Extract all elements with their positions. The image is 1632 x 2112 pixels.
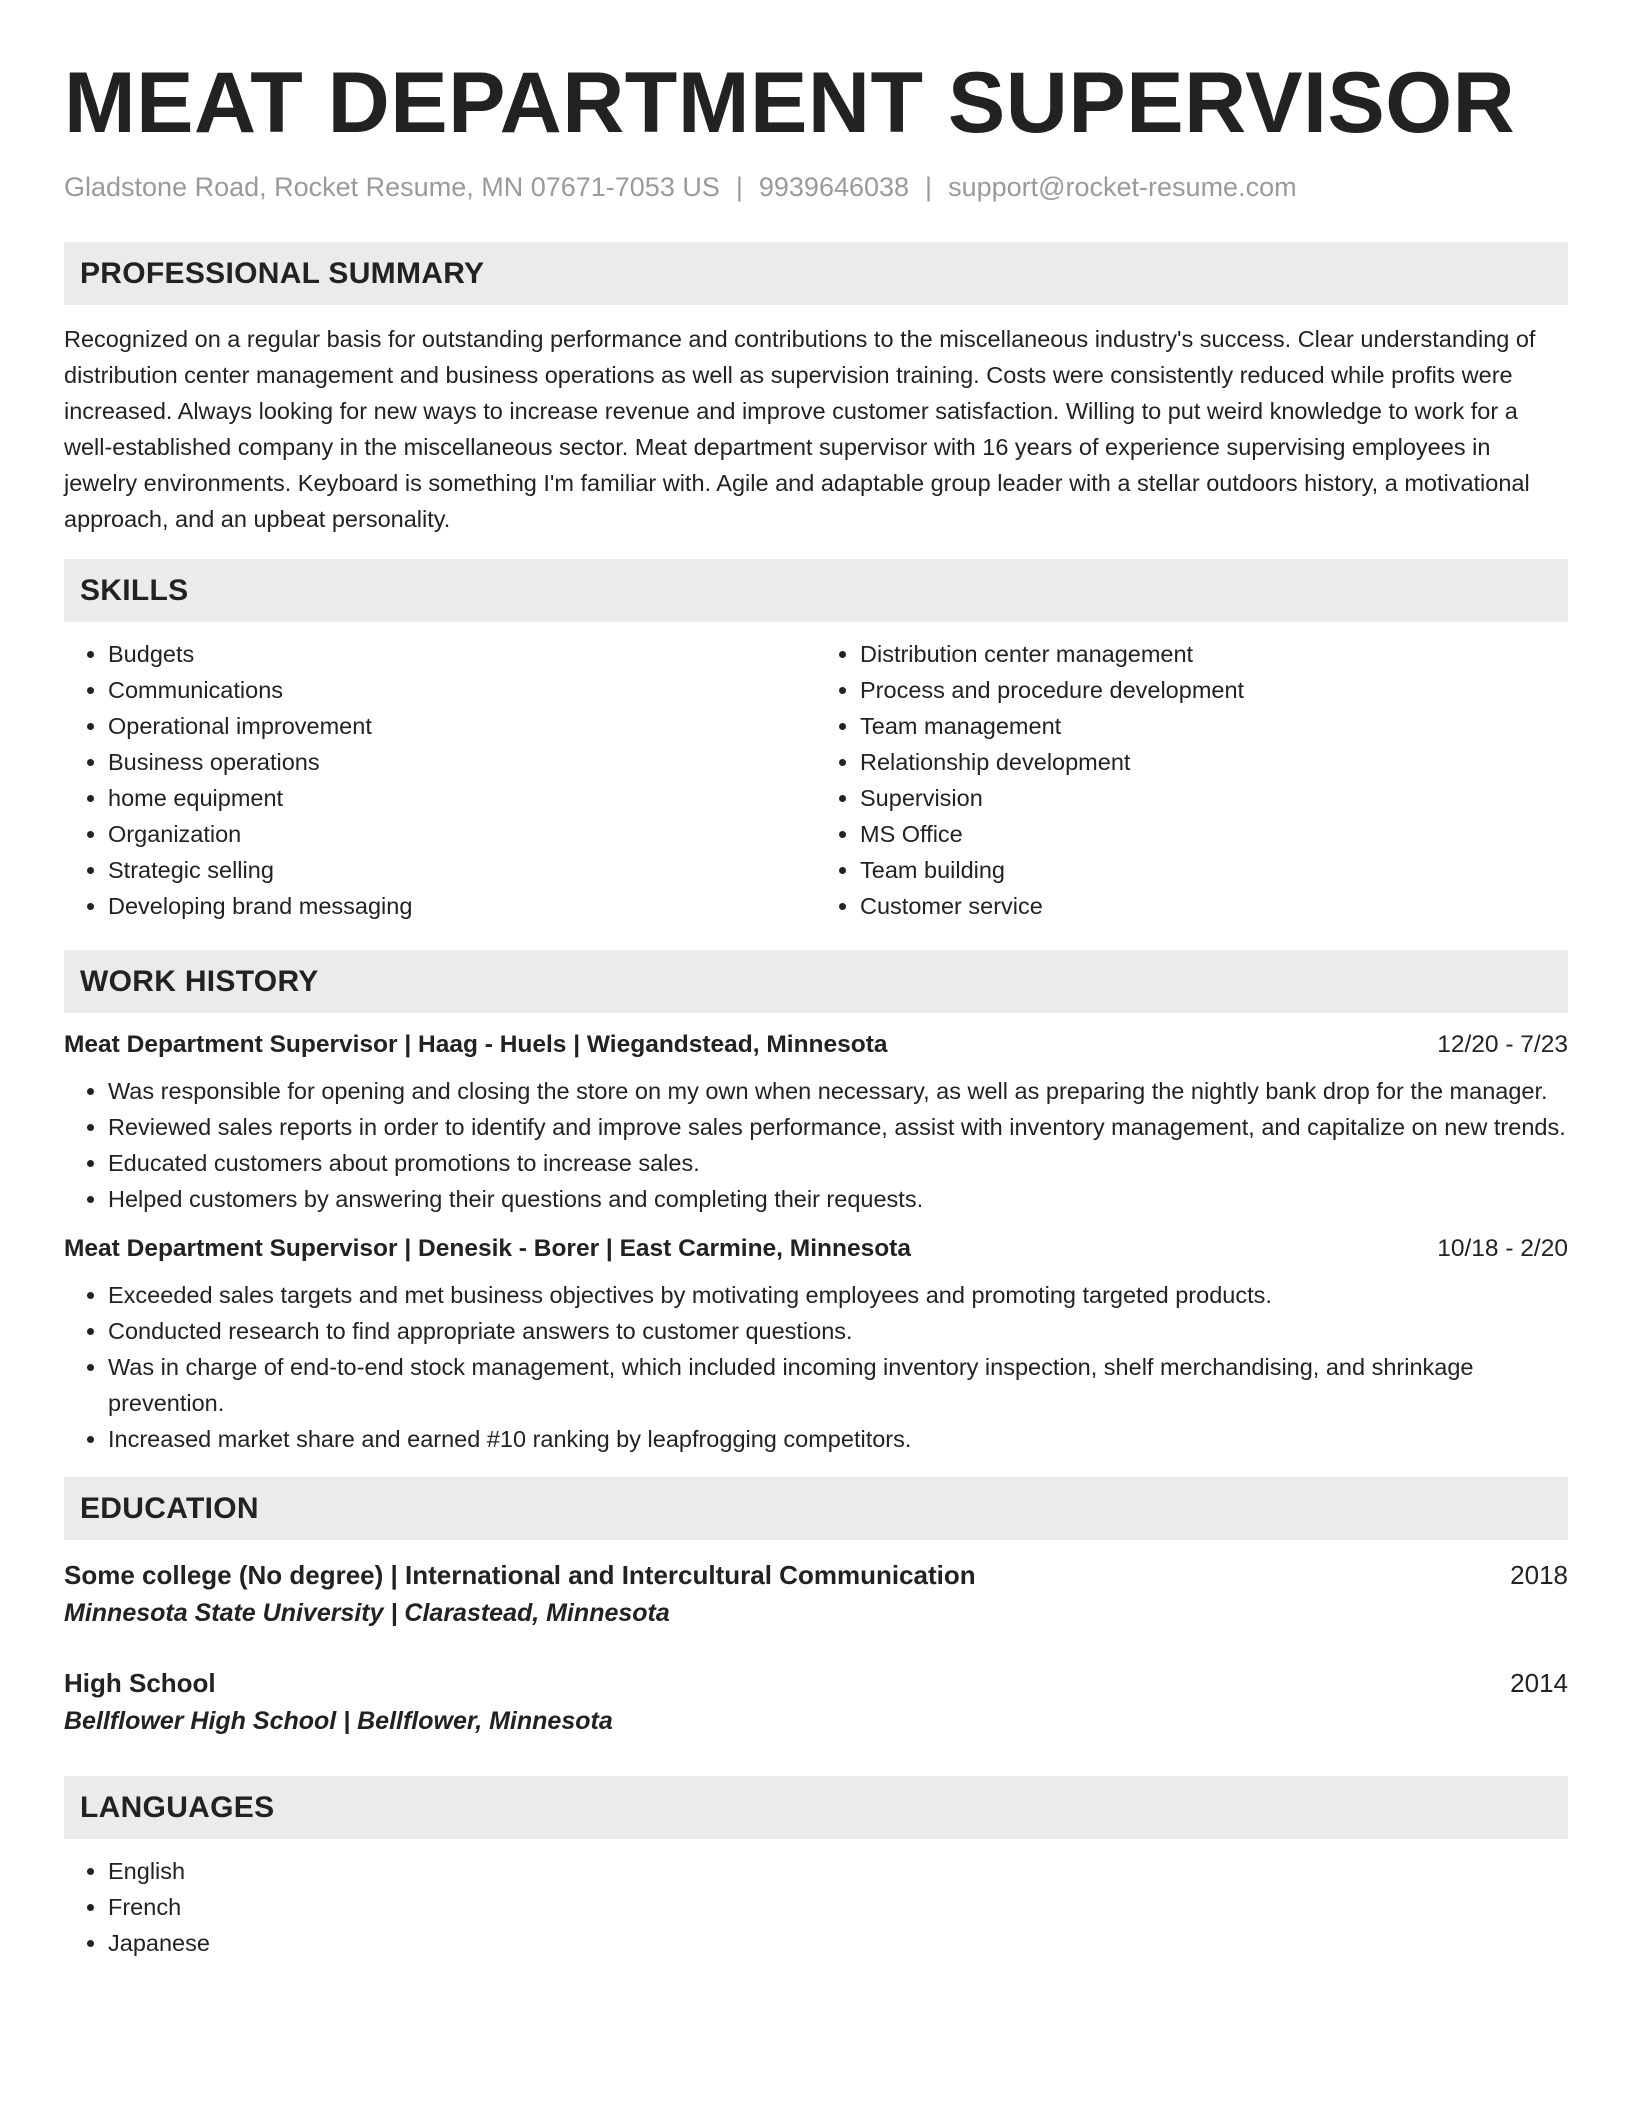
- skill-item: • Communications: [108, 672, 816, 708]
- language-item: • English: [108, 1853, 1568, 1889]
- contact-separator: |: [735, 172, 743, 202]
- job-bullets: [64, 1277, 1568, 1457]
- job-entry: [64, 1031, 1568, 1217]
- education-entry: [64, 1668, 1568, 1736]
- skill-item: • Distribution center management: [860, 636, 1568, 672]
- skill-item: • Budgets: [108, 636, 816, 672]
- skill-item: • Strategic selling: [108, 852, 816, 888]
- languages-list: [64, 1853, 1568, 1961]
- education-school: Bellflower High School | Bellflower, Minnesota: [64, 1707, 613, 1735]
- job-title: Meat Department Supervisor | Denesik - Borer | East Carmine, Minnesota: [64, 1235, 911, 1262]
- job-bullet: • Increased market share and earned #10 ranking by leapfrogging competitors.: [108, 1421, 1568, 1457]
- job-bullet: • Conducted research to find appropriate answers to customer questions.: [108, 1313, 1568, 1349]
- skills-list-left: [64, 636, 816, 924]
- language-item: • Japanese: [108, 1925, 1568, 1961]
- section-heading-languages: LANGUAGES: [64, 1776, 1568, 1839]
- skill-item: • Business operations: [108, 744, 816, 780]
- contact-phone: 9939646038: [758, 172, 910, 202]
- job-title: Meat Department Supervisor | Haag - Huels | Wiegandstead, Minnesota: [64, 1031, 888, 1058]
- skill-item: • Supervision: [860, 780, 1568, 816]
- contact-address: Gladstone Road, Rocket Resume, MN 07671-7053 US: [64, 172, 720, 202]
- job-bullets: [64, 1073, 1568, 1217]
- section-heading-skills: SKILLS: [64, 559, 1568, 622]
- education-school: Minnesota State University | Clarastead, Minnesota: [64, 1599, 670, 1627]
- candidate-name: MEAT DEPARTMENT SUPERVISOR: [64, 55, 1516, 151]
- job-dates: 12/20 - 7/23: [1437, 1031, 1568, 1058]
- education-year: 2018: [1510, 1560, 1568, 1590]
- skills-list-right: [816, 636, 1568, 924]
- education-degree: High School: [64, 1668, 216, 1698]
- skill-item: • home equipment: [108, 780, 816, 816]
- language-item: • French: [108, 1889, 1568, 1925]
- education-degree: Some college (No degree) | International and Intercultural Communication: [64, 1560, 976, 1590]
- job-bullet: • Reviewed sales reports in order to identify and improve sales performance, assist with inventory management, and capitalize on new trends.: [108, 1109, 1568, 1145]
- skills-grid: [64, 636, 1568, 924]
- education-entry: [64, 1560, 1568, 1628]
- education-year: 2014: [1510, 1668, 1568, 1698]
- skill-item: • Developing brand messaging: [108, 888, 816, 924]
- skill-item: • Process and procedure development: [860, 672, 1568, 708]
- education-header: [64, 1560, 1568, 1591]
- skill-item: • Operational improvement: [108, 708, 816, 744]
- summary-text: Recognized on a regular basis for outstanding performance and contributions to the miscellaneous industry's success. Clear understanding of distribution center management and business operations as well as supervision training. Costs were consistently reduced while profits were increased. Always looking for new ways to increase revenue and improve customer satisfaction. Willing to put weird knowledge to work for a well-established company in the miscellaneous sector. Meat department supervisor with 16 years of experience supervising employees in jewelry environments. Keyboard is something I'm familiar with. Agile and adaptable group leader with a stellar outdoors history, a motivational approach, and an upbeat personality.: [64, 326, 1536, 532]
- skill-item: • Team management: [860, 708, 1568, 744]
- section-heading-summary: PROFESSIONAL SUMMARY: [64, 242, 1568, 305]
- job-bullet: • Was in charge of end-to-end stock management, which included incoming inventory inspection, shelf merchandising, and shrinkage prevention.: [108, 1349, 1568, 1421]
- job-dates: 10/18 - 2/20: [1437, 1235, 1568, 1262]
- skill-item: • Organization: [108, 816, 816, 852]
- skill-item: • MS Office: [860, 816, 1568, 852]
- skill-item: • Relationship development: [860, 744, 1568, 780]
- contact-line: [64, 172, 1568, 203]
- section-heading-work-history: WORK HISTORY: [64, 950, 1568, 1013]
- job-bullet: • Was responsible for opening and closing the store on my own when necessary, as well as preparing the nightly bank drop for the manager.: [108, 1073, 1568, 1109]
- skill-item: • Customer service: [860, 888, 1568, 924]
- job-bullet: • Exceeded sales targets and met business objectives by motivating employees and promoting targeted products.: [108, 1277, 1568, 1313]
- contact-separator: |: [925, 172, 933, 202]
- job-header: [64, 1031, 1568, 1059]
- contact-email[interactable]: support@rocket-resume.com: [948, 172, 1297, 202]
- education-header: [64, 1668, 1568, 1699]
- job-bullet: • Educated customers about promotions to increase sales.: [108, 1145, 1568, 1181]
- job-bullet: • Helped customers by answering their questions and completing their requests.: [108, 1181, 1568, 1217]
- job-header: [64, 1235, 1568, 1263]
- skill-item: • Team building: [860, 852, 1568, 888]
- job-entry: [64, 1235, 1568, 1457]
- section-heading-education: EDUCATION: [64, 1477, 1568, 1540]
